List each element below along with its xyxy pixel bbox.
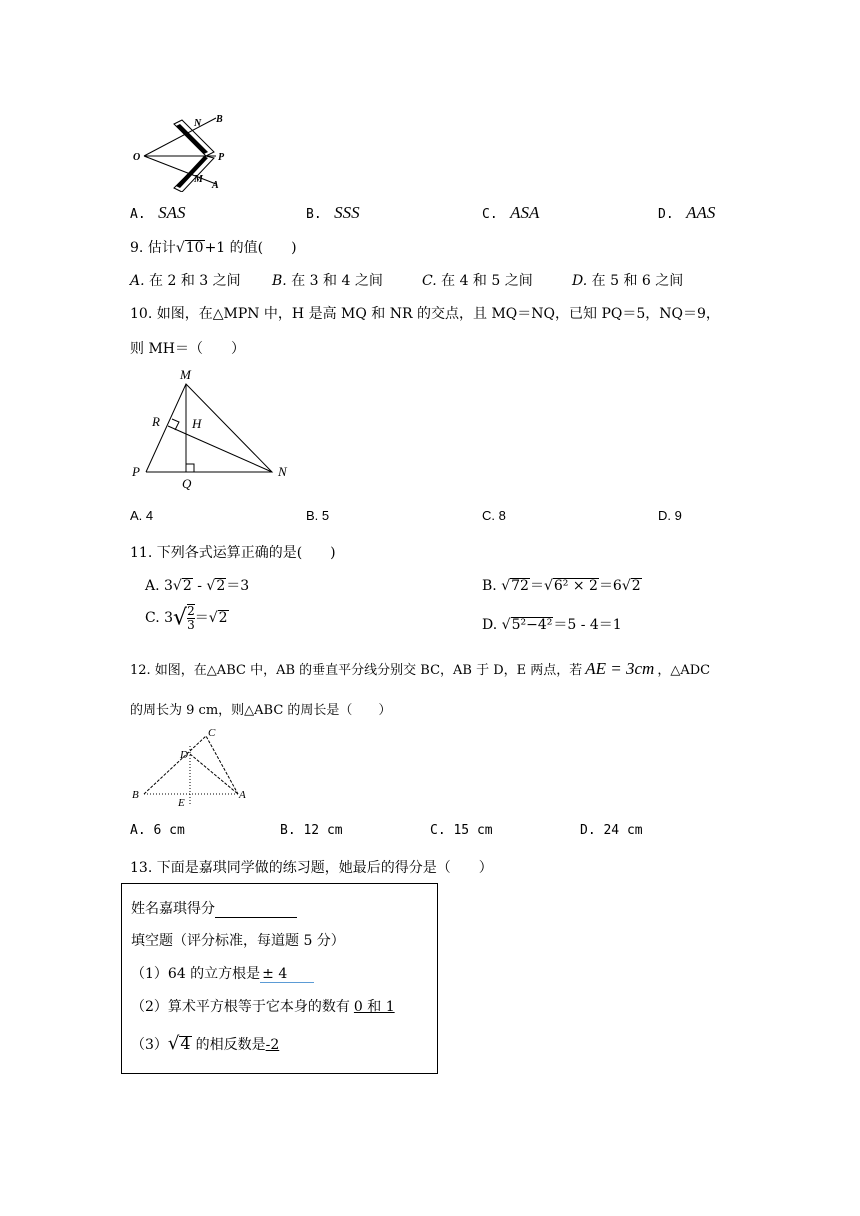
fig2-label-p: P [132, 464, 140, 479]
q11c-r1: 2 [218, 610, 228, 626]
q10-line1: 10. 如图，在△MPN 中，H 是高 MQ 和 NR 的交点，且 MQ＝NQ，已知 PQ＝5，NQ＝9， [130, 306, 720, 322]
sqrt-sign: √ [621, 578, 631, 594]
q8-option-c-text: ASA [510, 203, 540, 222]
q12-line1b: ，△ADC [657, 663, 711, 678]
q9-option-d-letter: D. [572, 273, 588, 289]
score-card [121, 883, 438, 1074]
score-card-section: 填空题（评分标准，每道题 5 分） [131, 933, 345, 949]
fig3-label-e: E [178, 797, 185, 808]
q11d-tail: ＝5 - 4＝1 [553, 617, 622, 633]
q11c-prefix: C. 3 [145, 610, 174, 626]
q9-option-b-letter: B. [272, 273, 287, 289]
q11c-den: 3 [187, 618, 195, 632]
q9-option-a[interactable] [130, 270, 241, 290]
angle-ruler-figure [130, 110, 240, 192]
fig3-label-a: A [239, 789, 246, 801]
q9-option-d-text: 在 5 和 6 之间 [591, 273, 684, 289]
q8-option-a-text: SAS [158, 203, 186, 222]
q12-line1a: 12. 如图，在△ABC 中，AB 的垂直平分线分别交 BC，AB 于 D，E 两点，若 [130, 663, 583, 678]
q12-formula: AE = 3cm [585, 659, 655, 678]
fig1-label-o: O [133, 152, 141, 163]
fig3-label-c: C [208, 727, 216, 739]
q9-prefix: 9. 估计 [130, 240, 176, 256]
q9-suffix: +1 的值( ) [204, 240, 297, 256]
sqrt-sign: √ [501, 578, 511, 594]
q8-option-d-text: AAS [686, 203, 716, 222]
q8-option-c-letter: C. [482, 207, 498, 222]
q9-option-d[interactable] [572, 270, 683, 290]
item3-prefix: （3） [131, 1037, 168, 1053]
q8-option-b-letter: B. [306, 207, 322, 222]
q12-line2: 的周长为 9 cm，则△ABC 的周长是（ ） [130, 703, 392, 718]
score-card-name-line [131, 898, 297, 918]
q11-option-c[interactable] [145, 604, 229, 632]
item2-prefix: （2）算术平方根等于它本身的数有 [131, 999, 350, 1015]
q11b-r1: 72 [511, 578, 529, 594]
score-card-item3 [131, 1033, 279, 1054]
fig3-label-d: D [180, 749, 188, 761]
q11-option-a[interactable] [145, 575, 249, 595]
q11c-frac [187, 604, 195, 632]
sqrt-sign: √ [175, 240, 185, 256]
q12-option-d[interactable]: D. 24 cm [580, 823, 643, 838]
q11b-eq: ＝ [529, 578, 544, 594]
q9-option-c-text: 在 4 和 5 之间 [441, 273, 533, 289]
sqrt-sign: √ [543, 578, 553, 594]
q11d-r1: 5²−4² [511, 617, 553, 633]
fig1-label-n: N [194, 118, 202, 129]
q8-option-c[interactable] [482, 203, 539, 223]
q11a-prefix: A. 3 [145, 578, 173, 594]
q11a-r2: 2 [216, 578, 226, 594]
q12-option-a[interactable]: A. 6 cm [130, 823, 185, 838]
q10-option-d[interactable]: D. 9 [658, 508, 682, 523]
score-card-item2 [131, 996, 395, 1016]
sqrt-sign: √ [206, 578, 216, 594]
sqrt-sign: √ [501, 617, 511, 633]
item1-prefix: （1）64 的立方根是 [131, 966, 261, 982]
fig2-label-h: H [192, 416, 202, 431]
q10-option-c[interactable]: C. 8 [482, 508, 506, 523]
q8-option-d-letter: D. [658, 207, 674, 222]
score-blank [215, 903, 297, 918]
q8-option-b-text: SSS [334, 203, 360, 222]
q8-option-d[interactable] [658, 203, 715, 223]
item2-answer: 0 和 1 [353, 999, 395, 1015]
score-card-item1 [131, 963, 314, 983]
fig1-label-m: M [194, 174, 203, 185]
q11-stem: 11. 下列各式运算正确的是( ) [130, 545, 336, 561]
q10-option-b[interactable]: B. 5 [306, 508, 330, 523]
q13-stem: 13. 下面是嘉琪同学做的练习题，她最后的得分是（ ） [130, 860, 493, 876]
sqrt-sign: √ [208, 610, 218, 626]
item3-radicand: 4 [180, 1034, 191, 1053]
q11b-tail: ＝6 [598, 578, 622, 594]
q9-option-b[interactable] [272, 270, 383, 290]
q11a-r1: 2 [182, 578, 192, 594]
q9-radicand: 10 [185, 240, 204, 256]
fig3-label-b: B [132, 789, 139, 801]
q11b-r3: 2 [631, 578, 641, 594]
sqrt-sign: √ [173, 605, 188, 631]
q12-option-b[interactable]: B. 12 cm [280, 823, 343, 838]
q9-stem [130, 237, 297, 257]
q11c-num: 2 [187, 604, 195, 618]
q8-option-b[interactable] [306, 203, 360, 223]
item3-answer: -2 [265, 1037, 280, 1053]
fig2-label-q: Q [182, 476, 192, 490]
item3-mid: 的相反数是 [195, 1037, 266, 1053]
fig2-label-n: N [278, 464, 287, 479]
q9-option-a-text: 在 2 和 3 之间 [149, 273, 241, 289]
q11b-prefix: B. [482, 578, 502, 594]
q11a-tail: ＝3 [226, 578, 250, 594]
q11d-prefix: D. [482, 617, 502, 633]
q9-option-c-letter: C. [422, 273, 437, 289]
score-card-name: 姓名嘉琪得分 [131, 901, 215, 917]
q11-option-d[interactable] [482, 614, 622, 634]
q10-option-a[interactable]: A. 4 [130, 508, 154, 523]
q12-line1 [130, 659, 710, 679]
q9-option-a-letter: A. [130, 273, 145, 289]
q11a-mid: - [192, 578, 207, 594]
q12-option-c[interactable]: C. 15 cm [430, 823, 493, 838]
q9-option-c[interactable] [422, 270, 533, 290]
fig2-label-m: M [180, 367, 191, 382]
q11b-r2: 6² × 2 [553, 578, 598, 594]
q9-option-b-text: 在 3 和 4 之间 [291, 273, 383, 289]
sqrt-sign: √ [167, 1033, 180, 1054]
fig2-label-r: R [152, 414, 160, 429]
fig1-label-a: A [212, 180, 219, 191]
triangle-abc-figure [128, 726, 250, 808]
q8-option-a-letter: A. [130, 207, 146, 222]
fig1-label-p: P [218, 152, 225, 163]
item1-answer: ± 4 [260, 966, 314, 983]
sqrt-sign: √ [172, 578, 182, 594]
q11c-eq: ＝ [194, 610, 209, 626]
q11-option-b[interactable] [482, 575, 642, 595]
q10-line2: 则 MH＝（ ） [130, 341, 245, 357]
triangle-mpn-figure [128, 364, 298, 490]
fig1-label-b: B [216, 114, 223, 125]
q8-option-a[interactable] [130, 203, 186, 223]
